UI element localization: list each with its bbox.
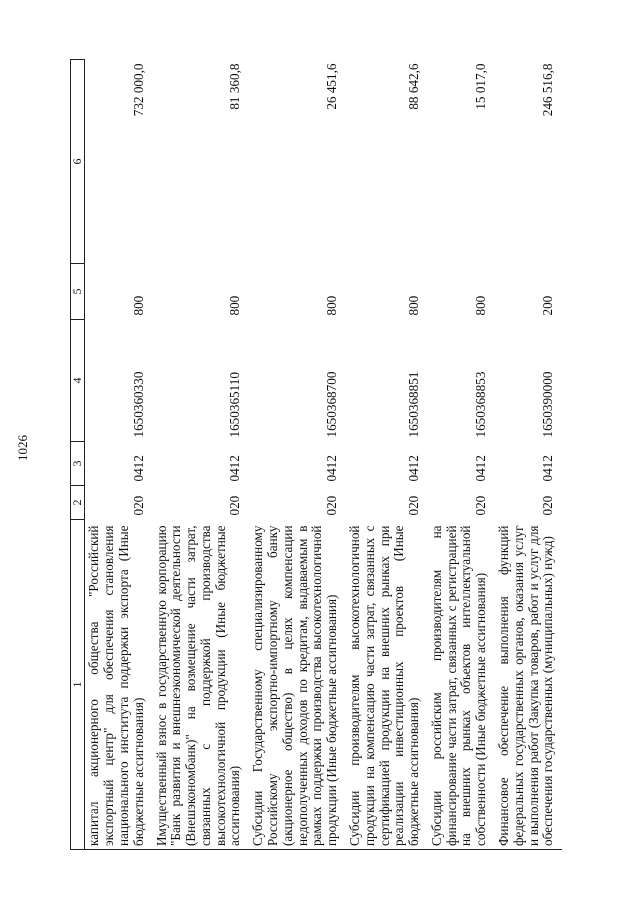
row-amount: 81 360,8	[227, 63, 243, 110]
header-col-5: 5	[71, 264, 85, 320]
row-amount: 88 642,6	[406, 63, 422, 110]
header-col-3: 3	[71, 442, 85, 486]
row-target-article: 1650365110	[227, 372, 243, 438]
table-row	[346, 60, 428, 850]
row-amount: 732 000,0	[130, 63, 146, 117]
row-description: Имущественный взнос в государственную корпорацию "Банк развития и внешнеэкономической деятельности (Внешэкономбанк)" на возмещение части затрат, связанных с поддержкой производства высокотехнологичной продукции (Иные бюджетные ассигнования)	[153, 520, 250, 850]
row-description: Субсидии Государственному специализированному Российскому экспортно-импортному банку (акционерное общество) в целях компенсации недополученных доходов по кредитам, выдаваемым в рамках поддержки производства высокотехнологичной продукции (Иные бюджетные ассигнования)	[249, 520, 346, 850]
row-target-article: 1650390000	[540, 371, 556, 438]
table-rotation-frame	[70, 60, 590, 850]
row-ministry-code: 020	[406, 495, 422, 516]
row-amount: 246 516,8	[540, 63, 556, 117]
header-col-4: 4	[71, 320, 85, 442]
row-expense-type: 800	[130, 295, 146, 316]
table-row	[495, 60, 562, 850]
table-row	[153, 60, 250, 850]
column-number-header	[71, 60, 85, 850]
rotated-page-content	[70, 60, 590, 850]
row-expense-type: 800	[406, 295, 422, 316]
row-section-code: 0412	[540, 455, 556, 482]
row-description: капитал акционерного общества "Российский экспортный центр" для обеспечения становления национального института поддержки экспорта (Иные бюджетные ассигнования)	[85, 520, 153, 850]
row-expense-type: 200	[540, 295, 556, 316]
row-section-code: 0412	[227, 455, 243, 482]
page-number: 1026	[15, 435, 30, 461]
budget-table	[70, 59, 562, 850]
row-target-article: 1650368851	[406, 371, 422, 438]
row-ministry-code: 020	[130, 495, 146, 516]
row-expense-type: 800	[227, 295, 243, 316]
row-ministry-code: 020	[324, 495, 340, 516]
row-ministry-code: 020	[540, 495, 556, 516]
table-row	[249, 60, 346, 850]
table-row	[428, 60, 495, 850]
header-col-1: 1	[71, 520, 85, 850]
row-expense-type: 800	[324, 295, 340, 316]
row-ministry-code: 020	[227, 495, 243, 516]
row-target-article: 1650368853	[473, 371, 489, 438]
row-section-code: 0412	[406, 455, 422, 482]
row-section-code: 0412	[324, 455, 340, 482]
row-description: Субсидии производителям высокотехнологичной продукции на компенсацию части затрат, связанных с сертификацией продукции на внешних рынках при реализации инвестиционных проектов (Иные бюджетные ассигнования)	[346, 520, 428, 850]
row-amount: 15 017,0	[473, 63, 489, 110]
row-section-code: 0412	[130, 455, 146, 482]
row-ministry-code: 020	[473, 495, 489, 516]
row-expense-type: 800	[473, 295, 489, 316]
row-description: Субсидии российским производителям на финансирование части затрат, связанных с регистрацией на внешних рынках объектов интеллектуальной собственности (Иные бюджетные ассигнования)	[428, 520, 495, 850]
row-target-article: 1650360330	[130, 371, 146, 438]
header-col-6: 6	[71, 60, 85, 264]
row-section-code: 0412	[473, 455, 489, 482]
table-row	[85, 60, 153, 850]
row-amount: 26 451,6	[324, 63, 340, 110]
row-target-article: 1650368700	[324, 371, 340, 438]
row-description: Финансовое обеспечение выполнения функций федеральных государственных органов, оказания услуг и выполнения работ (Закупка товаров, работ и услуг для обеспечения государственных (муниципальных) нужд)	[495, 520, 562, 850]
header-col-2: 2	[71, 486, 85, 520]
